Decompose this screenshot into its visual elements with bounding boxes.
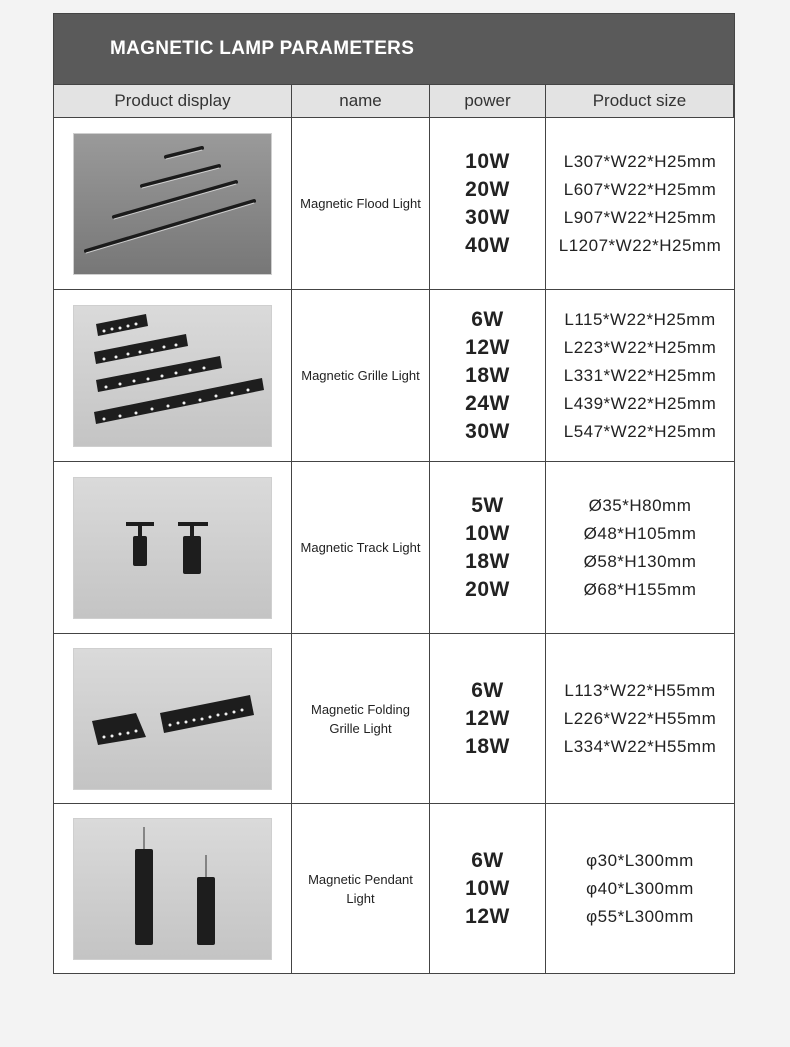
power-value: 10W xyxy=(465,149,510,173)
power-value: 30W xyxy=(465,419,510,443)
power-value: 24W xyxy=(465,391,510,415)
folding-grille-photo xyxy=(73,648,272,790)
power-value: 10W xyxy=(465,521,510,545)
size-cell xyxy=(546,290,734,462)
col-header-power: power xyxy=(430,85,546,118)
power-value: 6W xyxy=(471,307,504,331)
size-value: L223*W22*H25mm xyxy=(563,337,717,357)
col-header-display: Product display xyxy=(54,85,292,118)
pendant-lamps-photo xyxy=(73,818,272,960)
power-value: 6W xyxy=(471,678,504,702)
linear-lamps-photo xyxy=(73,133,272,275)
size-value: L113*W22*H55mm xyxy=(564,680,716,700)
size-value: L115*W22*H25mm xyxy=(564,309,716,329)
size-value: L307*W22*H25mm xyxy=(563,151,717,171)
power-value: 18W xyxy=(465,363,510,387)
power-value: 10W xyxy=(465,877,510,900)
size-value: L331*W22*H25mm xyxy=(563,365,717,385)
parameter-sheet xyxy=(53,13,735,974)
power-value: 6W xyxy=(471,849,504,872)
power-value: 12W xyxy=(465,706,510,730)
name-cell xyxy=(292,462,430,634)
power-value: 20W xyxy=(465,577,510,601)
size-cell xyxy=(546,118,734,290)
size-value: φ30*L300mm xyxy=(586,851,694,870)
product-name: Magnetic Flood Light xyxy=(300,196,421,211)
name-cell xyxy=(292,118,430,290)
power-cell xyxy=(430,804,546,974)
page-title: MAGNETIC LAMP PARAMETERS xyxy=(54,14,734,85)
size-value: Ø48*H105mm xyxy=(583,523,697,543)
size-value: L547*W22*H25mm xyxy=(563,421,717,441)
display-cell xyxy=(54,804,292,974)
power-cell xyxy=(430,290,546,462)
size-value: φ55*L300mm xyxy=(586,907,694,926)
size-cell xyxy=(546,462,734,634)
power-value: 12W xyxy=(465,335,510,359)
col-header-name: name xyxy=(292,85,430,118)
display-cell xyxy=(54,462,292,634)
product-name: Magnetic Grille Light xyxy=(301,368,420,383)
power-value: 18W xyxy=(465,734,510,758)
power-value: 30W xyxy=(465,205,510,229)
size-value: Ø35*H80mm xyxy=(588,495,692,515)
size-value: L607*W22*H25mm xyxy=(563,179,717,199)
col-header-size: Product size xyxy=(546,85,734,118)
product-name: Magnetic Folding Grille Light xyxy=(311,701,410,736)
size-value: L334*W22*H55mm xyxy=(563,736,717,756)
size-value: L439*W22*H25mm xyxy=(563,393,717,413)
product-name: Magnetic Pendant Light xyxy=(308,872,413,906)
size-value: Ø68*H155mm xyxy=(583,579,697,599)
name-cell xyxy=(292,634,430,804)
size-value: Ø58*H130mm xyxy=(583,551,697,571)
power-cell xyxy=(430,462,546,634)
power-value: 18W xyxy=(465,549,510,573)
power-value: 20W xyxy=(465,177,510,201)
size-cell xyxy=(546,804,734,974)
display-cell xyxy=(54,118,292,290)
power-value: 5W xyxy=(471,493,504,517)
size-value: L907*W22*H25mm xyxy=(563,207,717,227)
size-value: L1207*W22*H25mm xyxy=(558,235,722,255)
display-cell xyxy=(54,290,292,462)
size-value: φ40*L300mm xyxy=(586,879,694,898)
size-value: L226*W22*H55mm xyxy=(563,708,717,728)
power-cell xyxy=(430,634,546,804)
parameter-table xyxy=(54,85,734,974)
spot-lamps-photo xyxy=(73,477,272,619)
name-cell xyxy=(292,804,430,974)
product-name: Magnetic Track Light xyxy=(300,540,421,555)
size-cell xyxy=(546,634,734,804)
display-cell xyxy=(54,634,292,804)
power-cell xyxy=(430,118,546,290)
power-value: 40W xyxy=(465,233,510,257)
grille-lamps-photo xyxy=(73,305,272,447)
power-value: 12W xyxy=(465,905,510,928)
name-cell xyxy=(292,290,430,462)
